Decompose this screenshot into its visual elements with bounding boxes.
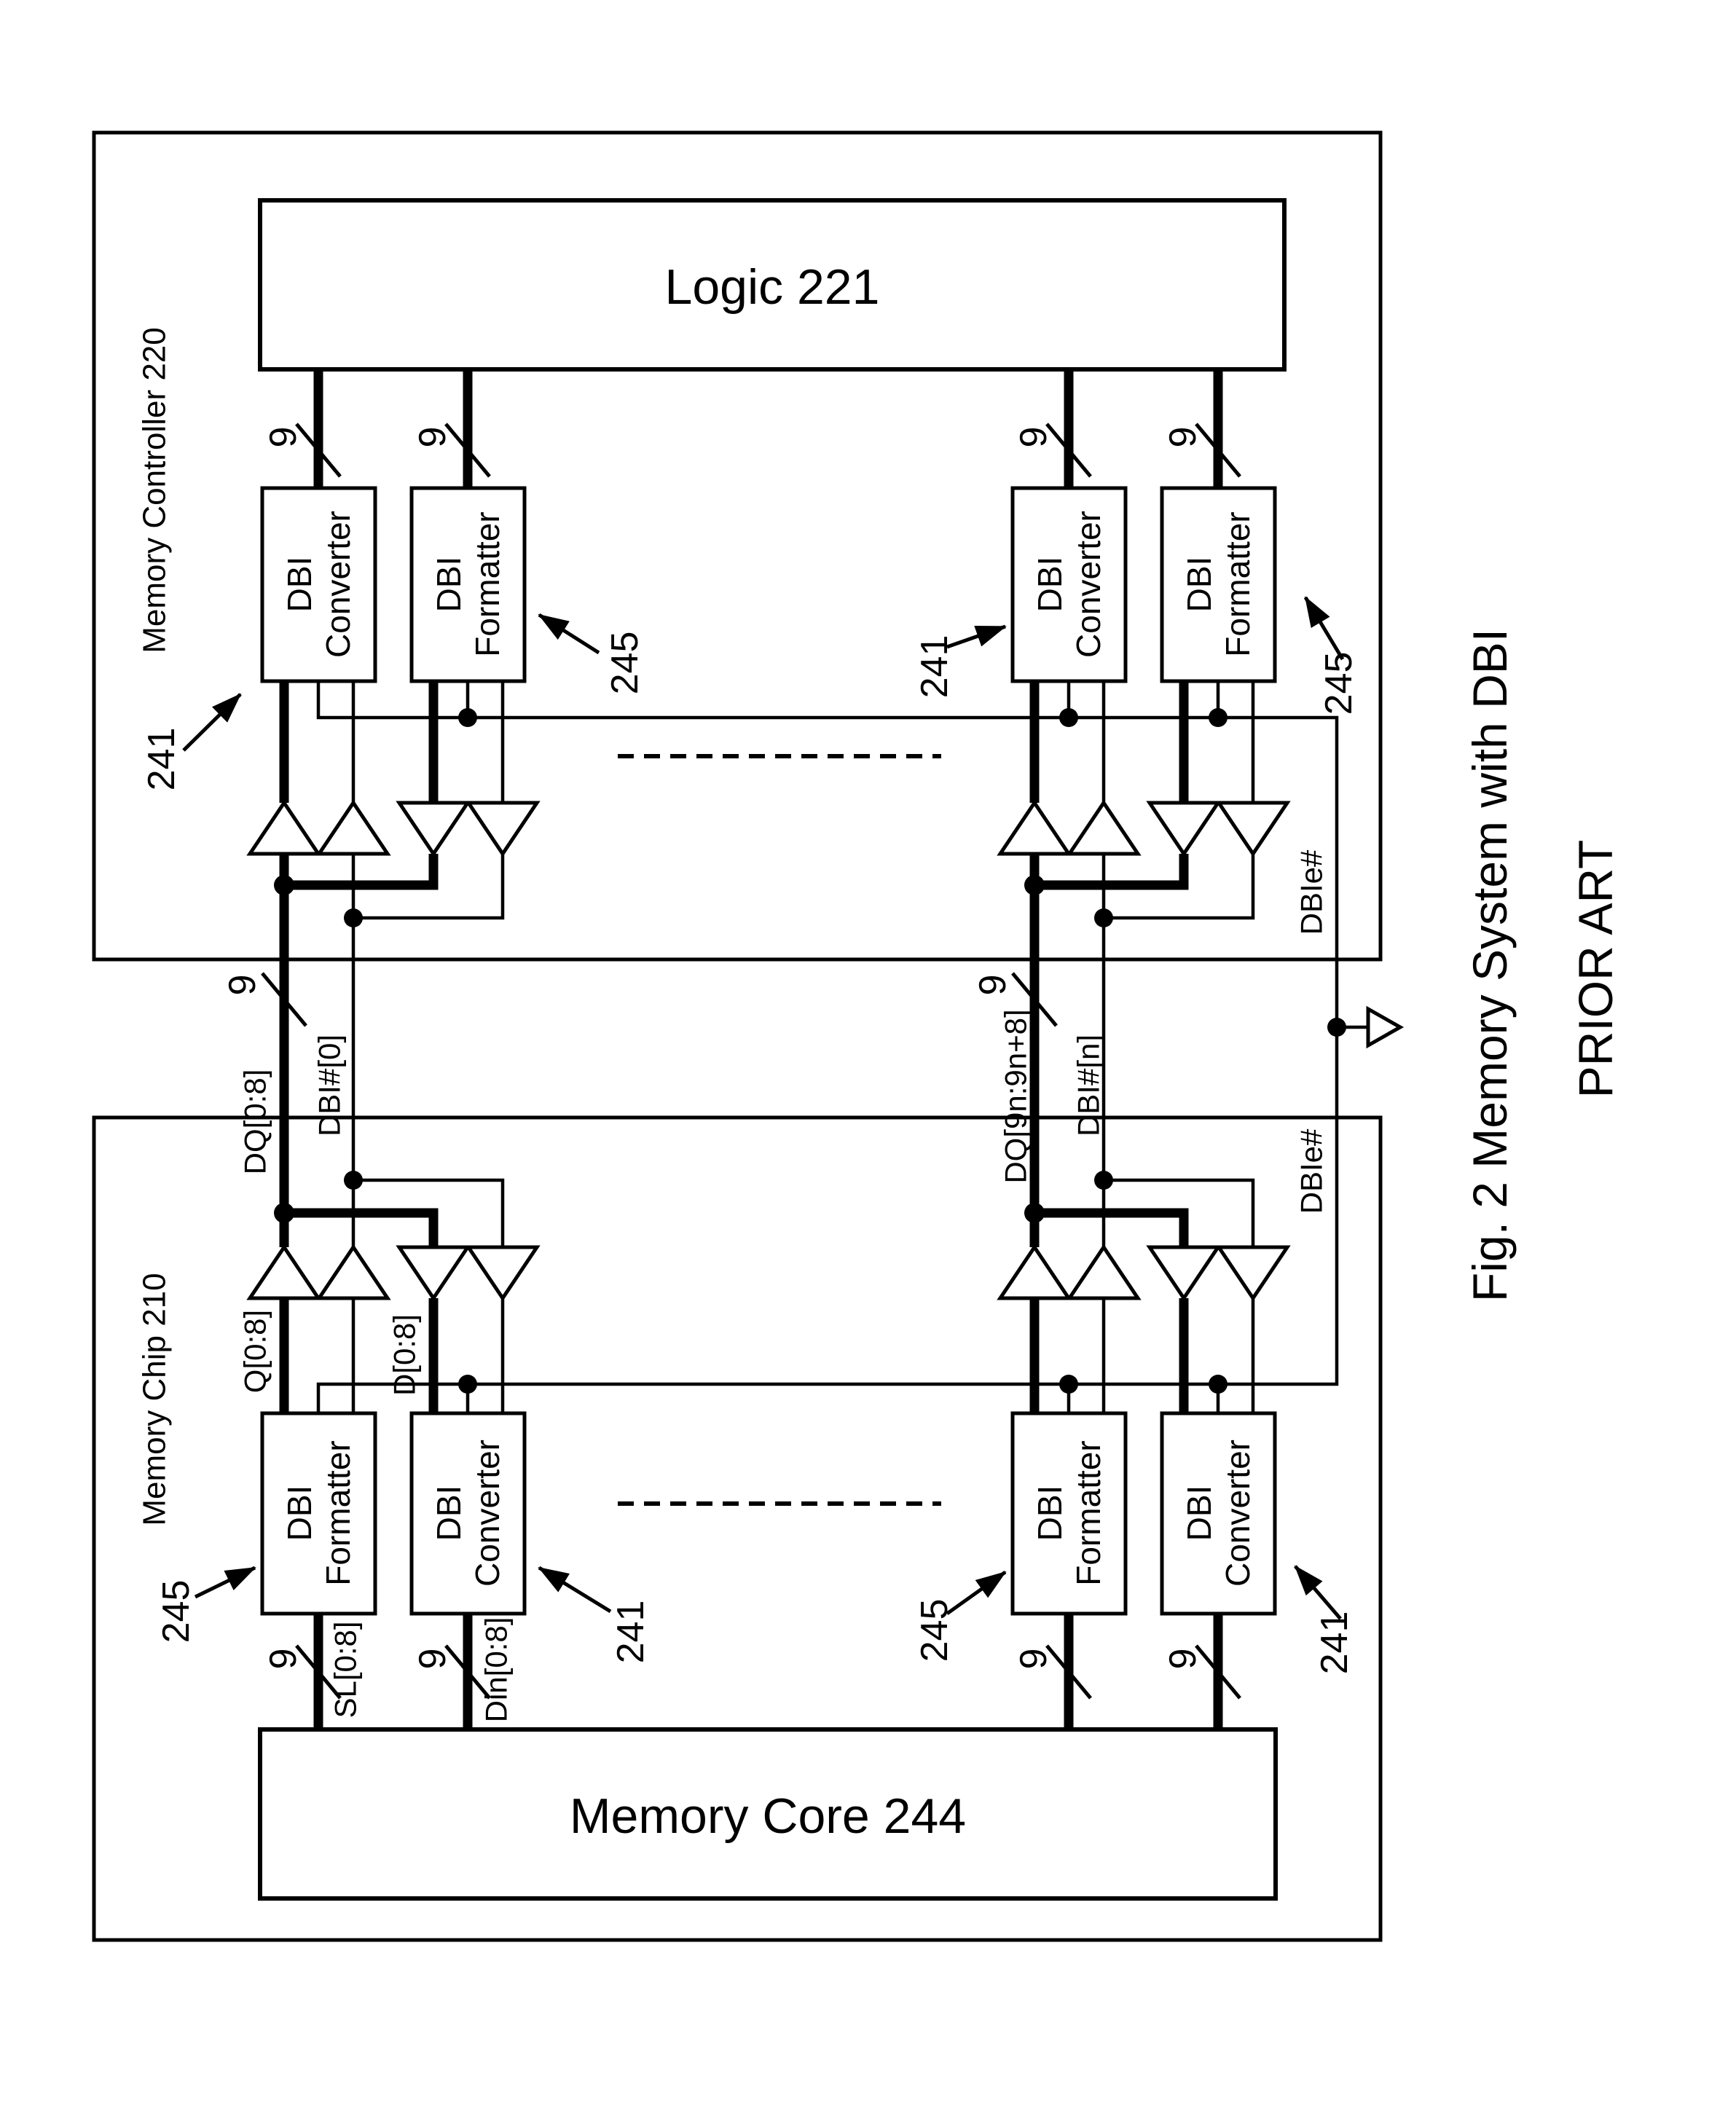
- dbie-port-stubs-controller: [468, 681, 1218, 718]
- dbi-formatter-line2: Formatter: [319, 1440, 357, 1586]
- dbi-formatter-line1: DBI: [1180, 556, 1218, 613]
- dq-pad-wires: [284, 854, 1034, 1247]
- ref-241: 241: [1313, 1611, 1356, 1675]
- dbi-formatter-line1: DBI: [280, 1485, 318, 1542]
- logic-label: Logic 221: [664, 259, 880, 315]
- bus-width-label: 9: [412, 1648, 454, 1670]
- dbie-port-stubs-chip: [468, 1384, 1218, 1413]
- ref-245: 245: [914, 1598, 956, 1662]
- ref-245: 245: [155, 1579, 197, 1643]
- prior-art-text: PRIOR ART: [1568, 839, 1622, 1099]
- core-bus-wires: [318, 1614, 1218, 1729]
- bus-width-label: 9: [1013, 1648, 1055, 1670]
- controller-dbie-label: DBIe#: [1294, 849, 1329, 935]
- signal-q-label: Q[0:8]: [237, 1309, 272, 1394]
- figure-caption-text: Fig. 2 Memory System with DBI: [1463, 628, 1517, 1303]
- ref-241: 241: [610, 1600, 652, 1664]
- controller-dbi-formatter-1: [412, 488, 525, 681]
- tx-buffer-dbi: [1069, 1247, 1138, 1298]
- chip-dbi-formatter-1: [262, 1413, 375, 1614]
- dbi-converter-line2: Converter: [319, 511, 357, 658]
- dbi-formatter-line2: Formatter: [1219, 511, 1257, 657]
- tx-buffer-dbi: [468, 803, 537, 854]
- controller-dbi-converter-2: [1013, 488, 1126, 681]
- memory-chip-title: Memory Chip 210: [136, 1273, 173, 1526]
- tx-buffer-q: [250, 1247, 318, 1298]
- dbie-driver-triangle: [1368, 1009, 1400, 1045]
- logic-bus-width-marks: [262, 424, 1240, 476]
- dbi-converter-line2: Converter: [1219, 1440, 1257, 1587]
- dbi-formatter-line2: Formatter: [1069, 1440, 1107, 1586]
- bus-width-label: 9: [262, 1648, 305, 1670]
- figure-caption: [1463, 629, 1622, 1302]
- bus-width-label: 9: [221, 974, 264, 996]
- dbi-converter-line1: DBI: [1180, 1485, 1218, 1542]
- chip-dbi-converter-2: [1162, 1413, 1275, 1614]
- bus-width-label: 9: [972, 974, 1014, 996]
- bus-width-label: 9: [1162, 426, 1204, 448]
- core-bus-width-marks: [262, 1646, 1240, 1698]
- dbi-pad-wires: [353, 854, 1104, 1247]
- signal-dbin-label: DBI#[n]: [1071, 1034, 1106, 1137]
- rx-buffer-dbi: [1069, 803, 1138, 854]
- rx-buffer-dq: [1000, 803, 1069, 854]
- signal-d-label: D[0:8]: [387, 1313, 422, 1397]
- controller-dbi-converter-1: [262, 488, 375, 681]
- ref-245: 245: [604, 631, 646, 695]
- chip-dbi-formatter-2: [1013, 1413, 1126, 1614]
- dbi-converter-line1: DBI: [280, 556, 318, 613]
- chip-dbi-converter-1: [412, 1413, 525, 1614]
- tx-buffer-dq: [399, 803, 468, 854]
- memory-controller-title: Memory Controller 220: [136, 327, 173, 653]
- dbi-converter-line2: Converter: [468, 1440, 506, 1587]
- dbi-formatter-line1: DBI: [1031, 1485, 1069, 1542]
- signal-dbi0-label: DBI#[0]: [312, 1034, 347, 1137]
- rx-buffer-d: [1150, 1247, 1218, 1298]
- rx-buffer-dq: [250, 803, 318, 854]
- bus-width-label: 9: [412, 426, 454, 448]
- dbi-converter-line1: DBI: [1031, 556, 1069, 613]
- bus-width-label: 9: [1013, 426, 1055, 448]
- dbi-converter-line1: DBI: [430, 1485, 468, 1542]
- memory-core-label: Memory Core 244: [569, 1788, 967, 1844]
- signal-dqn-label: DQ[9n:9n+8]: [998, 1009, 1033, 1184]
- ref-245: 245: [1318, 651, 1360, 715]
- ref-241: 241: [914, 635, 956, 699]
- tx-buffer-q: [1000, 1247, 1069, 1298]
- channel-wires: [221, 854, 1400, 1247]
- rx-buffer-dbi: [319, 803, 388, 854]
- dbi-converter-line2: Converter: [1069, 511, 1107, 658]
- dbi-formatter-line2: Formatter: [468, 511, 506, 657]
- tx-buffer-dq: [1150, 803, 1218, 854]
- rx-buffer-dbi: [468, 1247, 537, 1298]
- bus-width-label: 9: [1162, 1648, 1204, 1670]
- tx-buffer-dbi: [319, 1247, 388, 1298]
- dbi-formatter-line1: DBI: [430, 556, 468, 613]
- signal-sl-label: SL[0:8]: [328, 1621, 363, 1719]
- bus-width-label: 9: [262, 426, 305, 448]
- ref-241: 241: [141, 727, 183, 791]
- tx-buffer-dbi: [1219, 803, 1287, 854]
- signal-din-label: Din[0:8]: [479, 1617, 514, 1723]
- chip-dbie-label: DBIe#: [1294, 1128, 1329, 1214]
- signal-dq0-label: DQ[0:8]: [237, 1069, 272, 1175]
- rx-buffer-d: [399, 1247, 468, 1298]
- rx-buffer-dbi: [1219, 1247, 1287, 1298]
- controller-dbi-formatter-2: [1162, 488, 1275, 681]
